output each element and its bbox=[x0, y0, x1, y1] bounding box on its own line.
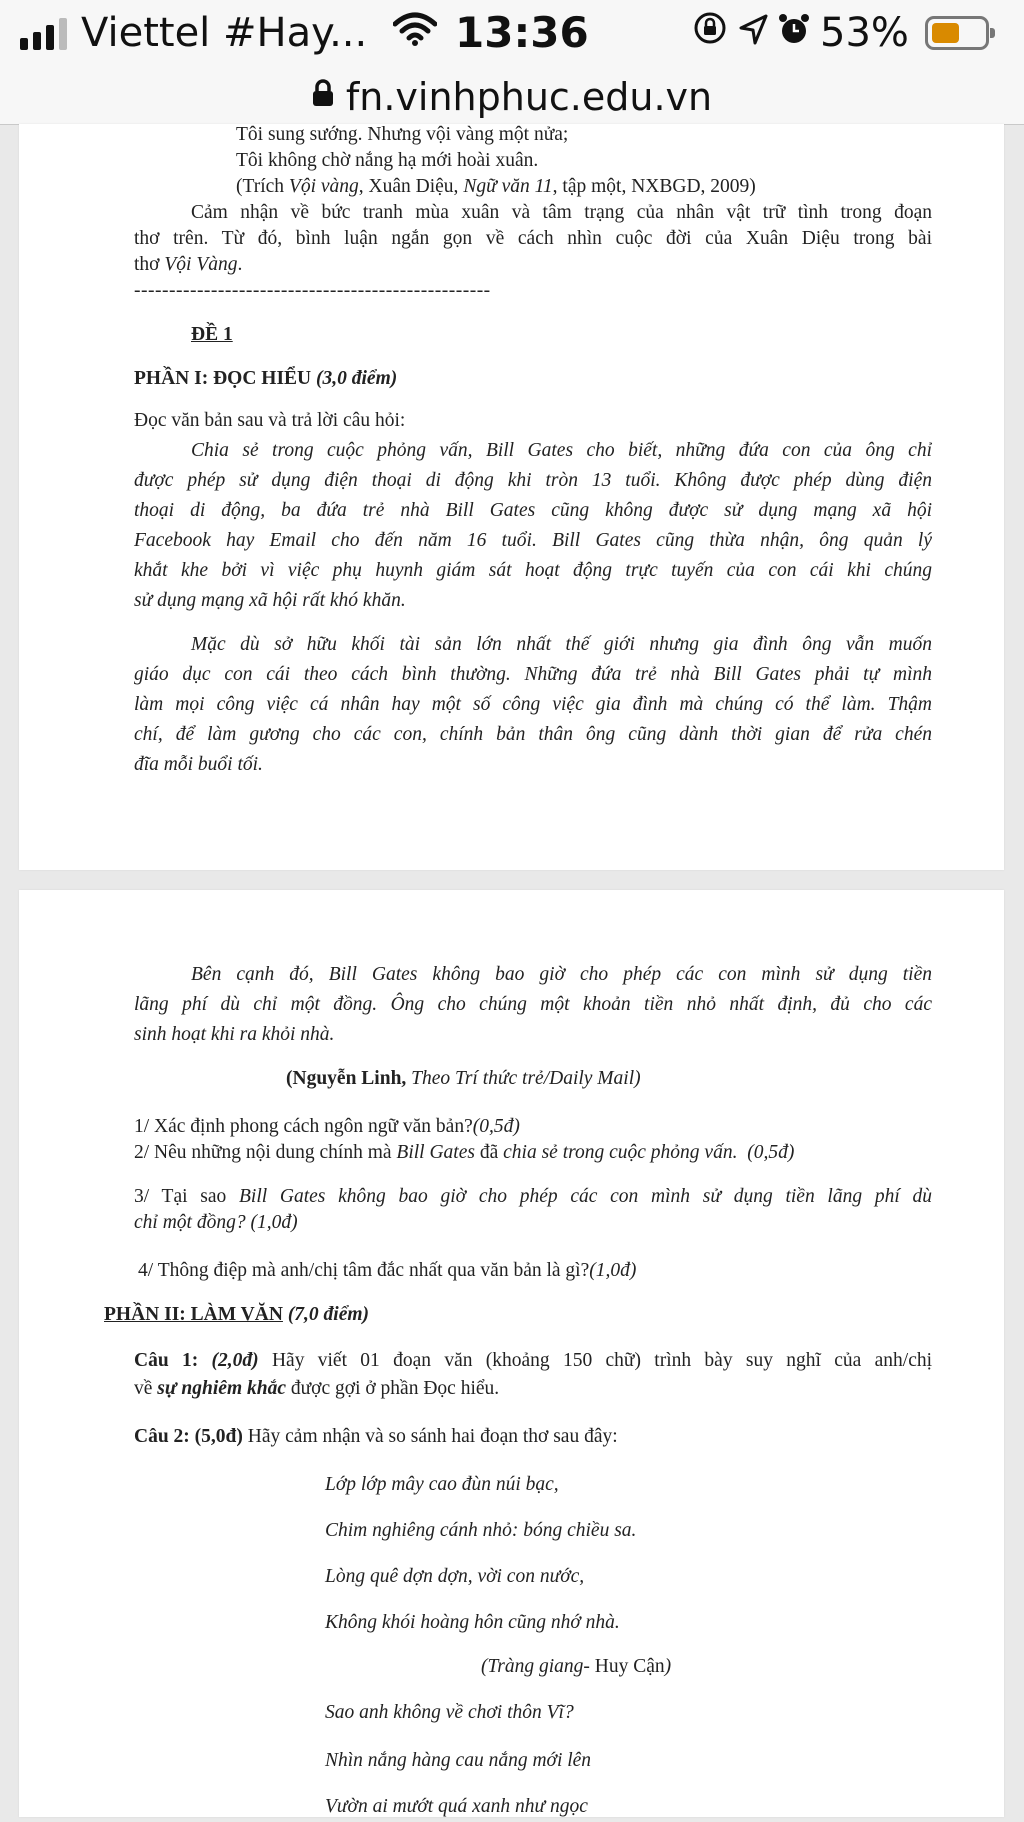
section-heading: PHẦN II: LÀM VĂN (7,0 điểm) bbox=[104, 1304, 370, 1325]
passage-line: Bên cạnh đó, Bill Gates không bao giờ cho phép các con mình sử dụng tiền bbox=[191, 964, 932, 985]
prompt-line: Cảm nhận về bức tranh mùa xuân và tâm trạng của nhân vật trữ tình trong đoạn bbox=[191, 202, 932, 223]
wifi-icon bbox=[393, 10, 437, 56]
rotation-lock-icon bbox=[692, 10, 728, 56]
poem-line: Chim nghiêng cánh nhỏ: bóng chiều sa. bbox=[325, 1520, 637, 1541]
question-3-cont: chỉ một đồng? (1,0đ) bbox=[134, 1212, 298, 1233]
battery-fill bbox=[932, 23, 959, 43]
citation: (Trích Vội vàng, Xuân Diệu, Ngữ văn 11, tập một, NXBGD, 2009) bbox=[236, 176, 756, 197]
passage-line: lãng phí dù chỉ một đồng. Ông cho chúng một khoản tiền nhỏ nhất định, đủ cho các bbox=[134, 994, 932, 1015]
passage-line: chí, để làm gương cho các con, chính bản thân ông cũng dành thời gian để rửa chén bbox=[134, 724, 932, 745]
lock-icon bbox=[312, 79, 334, 115]
poem-line: Lòng quê dợn dợn, vời con nước, bbox=[325, 1566, 585, 1587]
question-4: 4/ Thông điệp mà anh/chị tâm đắc nhất qua văn bản là gì?(1,0đ) bbox=[138, 1260, 637, 1281]
poem-line: Không khói hoàng hôn cũng nhớ nhà. bbox=[325, 1612, 620, 1633]
url-domain[interactable]: fn.vinhphuc.edu.vn bbox=[345, 75, 713, 119]
passage-line: Mặc dù sở hữu khối tài sản lớn nhất thế giới nhưng gia đình ông vẫn muốn bbox=[191, 634, 932, 655]
essay-question-1: Câu 1: (2,0đ) Hãy viết 01 đoạn văn (khoảng 150 chữ) trình bày suy nghĩ của anh/chị bbox=[134, 1350, 933, 1371]
battery-percent: 53% bbox=[820, 10, 909, 56]
poem-line: Lớp lớp mây cao đùn núi bạc, bbox=[325, 1474, 559, 1495]
passage-line: sinh hoạt khi ra khỏi nhà. bbox=[134, 1024, 335, 1045]
question-2: 2/ Nêu những nội dung chính mà Bill Gates đã chia sẻ trong cuộc phỏng vấn. (0,5đ) bbox=[134, 1142, 795, 1163]
signal-icon bbox=[20, 16, 67, 50]
essay-question-1-cont: về sự nghiêm khắc được gợi ở phần Đọc hiểu. bbox=[134, 1378, 500, 1399]
poem-line: Sao anh không về chơi thôn Vĩ? bbox=[325, 1702, 574, 1723]
prompt-line: thơ trên. Từ đó, bình luận ngắn gọn về cách nhìn cuộc đời của Xuân Diệu trong bài bbox=[134, 228, 932, 249]
passage-line: được phép sử dụng điện thoại di động khi tròn 13 tuổi. Không được phép dùng điện bbox=[134, 470, 932, 491]
passage-line: Chia sẻ trong cuộc phỏng vấn, Bill Gates cho biết, những đứa con của ông chỉ bbox=[191, 440, 932, 461]
carrier-name: Viettel #Hay... bbox=[81, 10, 368, 56]
instruction: Đọc văn bản sau và trả lời câu hỏi: bbox=[134, 410, 406, 431]
prompt-line: thơ Vội Vàng. bbox=[134, 254, 243, 275]
poem-credit: (Tràng giang- Huy Cận) bbox=[481, 1656, 672, 1677]
location-icon bbox=[738, 10, 768, 56]
document-page-2 bbox=[19, 890, 1004, 1817]
passage-line: đĩa mỗi buổi tối. bbox=[134, 754, 263, 775]
battery-icon bbox=[925, 16, 989, 50]
address-bar[interactable] bbox=[0, 70, 1024, 125]
status-left bbox=[20, 10, 437, 56]
source-credit: (Nguyễn Linh, Theo Trí thức trẻ/Daily Mail) bbox=[286, 1068, 641, 1089]
alarm-icon bbox=[778, 10, 810, 56]
divider: --------------------------------------------------- bbox=[134, 280, 491, 301]
question-3: 3/ Tại sao Bill Gates không bao giờ cho phép các con mình sử dụng tiền lãng phí dù bbox=[134, 1186, 932, 1207]
exam-heading: ĐỀ 1 bbox=[191, 324, 233, 345]
passage-line: thoại di động, ba đứa trẻ nhà Bill Gates cũng không được sử dụng mạng xã hội bbox=[134, 500, 932, 521]
essay-question-2: Câu 2: (5,0đ) Hãy cảm nhận và so sánh hai đoạn thơ sau đây: bbox=[134, 1426, 618, 1447]
poem-line: Nhìn nắng hàng cau nắng mới lên bbox=[325, 1750, 592, 1771]
poem-line: Tôi sung sướng. Nhưng vội vàng một nửa; bbox=[236, 124, 569, 145]
status-bar bbox=[0, 0, 1024, 70]
passage-line: giáo dục con cái theo cách bình thường. Những đứa trẻ nhà Bill Gates phải tự mình bbox=[134, 664, 932, 685]
passage-line: sử dụng mạng xã hội rất khó khăn. bbox=[134, 590, 406, 611]
clock: 13:36 bbox=[455, 8, 589, 57]
passage-line: làm mọi công việc cá nhân hay một số công việc gia đình mà chúng có thể làm. Thậm bbox=[134, 694, 932, 715]
status-right bbox=[692, 10, 989, 56]
section-heading: PHẦN I: ĐỌC HIỂU (3,0 điểm) bbox=[134, 368, 398, 389]
passage-line: Facebook hay Email cho đến năm 16 tuổi. Bill Gates cũng thừa nhận, ông quản lý bbox=[134, 530, 932, 551]
poem-line: Tôi không chờ nắng hạ mới hoài xuân. bbox=[236, 150, 539, 171]
poem-line: Vườn ai mướt quá xanh như ngọc bbox=[325, 1796, 588, 1817]
document-page-1 bbox=[19, 124, 1004, 870]
question-1: 1/ Xác định phong cách ngôn ngữ văn bản?(0,5đ) bbox=[134, 1116, 520, 1137]
passage-line: khắt khe bởi vì việc phụ huynh giám sát hoạt động trực tuyến của con cái khi chúng bbox=[134, 560, 932, 581]
